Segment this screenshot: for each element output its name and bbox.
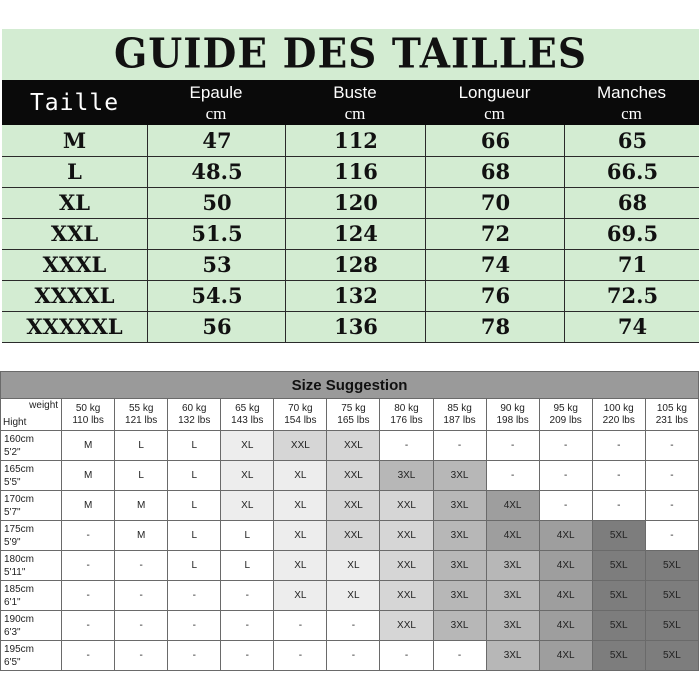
suggested-size: XXL [380, 521, 433, 551]
size-suggestion-title: Size Suggestion [1, 372, 699, 399]
height-ft: 5'11" [4, 566, 26, 578]
suggested-size: - [62, 611, 115, 641]
suggested-size: XL [274, 491, 327, 521]
measurement-value: 112 [285, 125, 426, 156]
measurement-value: 74 [425, 249, 565, 280]
suggestion-row [1, 461, 699, 491]
suggestion-row [1, 641, 699, 671]
size-guide-row [2, 156, 699, 188]
suggested-size: 3XL [433, 581, 486, 611]
weight-kg: 85 kg [447, 402, 472, 414]
header-epaule [147, 80, 285, 125]
suggested-size: - [592, 461, 645, 491]
measurement-value: 132 [285, 280, 426, 311]
suggested-size: 3XL [433, 521, 486, 551]
suggested-size: 3XL [433, 551, 486, 581]
suggested-size: 5XL [592, 641, 645, 671]
suggested-size: XXL [380, 491, 433, 521]
measurement-value: 120 [285, 187, 426, 218]
suggested-size: - [486, 461, 539, 491]
measurement-value: 124 [285, 218, 426, 249]
suggested-size: M [115, 491, 168, 521]
measurement-value: 66 [425, 125, 565, 156]
weight-lbs: 143 lbs [231, 414, 264, 426]
suggested-size: - [380, 641, 433, 671]
suggested-size: XXL [380, 551, 433, 581]
suggested-size: XL [274, 581, 327, 611]
measurement-value: 78 [425, 311, 565, 342]
measurement-value: 72 [425, 218, 565, 249]
size-guide-title: GUIDE DES TAILLES [113, 29, 588, 79]
suggested-size: XXL [327, 461, 380, 491]
corner-cell [1, 399, 62, 431]
weight-lbs: 121 lbs [125, 414, 158, 426]
suggested-size: XXL [327, 521, 380, 551]
suggested-size: - [115, 611, 168, 641]
weight-header [486, 399, 539, 431]
suggested-size: XL [221, 461, 274, 491]
weight-header [62, 399, 115, 431]
suggested-size: - [221, 641, 274, 671]
suggested-size: - [115, 551, 168, 581]
measurement-value: 68 [425, 156, 565, 187]
header-unit: cm [484, 104, 505, 123]
weight-kg: 80 kg [394, 402, 419, 414]
suggested-size: L [168, 461, 221, 491]
measurement-value: 76 [425, 280, 565, 311]
height-cm: 175cm [4, 523, 35, 535]
suggestion-row [1, 551, 699, 581]
measurement-value: 71 [564, 249, 700, 280]
weight-header [380, 399, 433, 431]
measurement-value: 50 [147, 187, 286, 218]
suggested-size: L [221, 551, 274, 581]
height-ft: 6'5" [4, 656, 21, 668]
suggested-size: M [62, 431, 115, 461]
header-name: Longueur [458, 83, 531, 102]
suggested-size: - [592, 431, 645, 461]
weight-header [645, 399, 698, 431]
measurement-value: 53 [147, 249, 286, 280]
suggested-size: - [274, 611, 327, 641]
height-axis-label: Hight [3, 417, 27, 428]
suggestion-row [1, 581, 699, 611]
suggested-size: - [486, 431, 539, 461]
suggested-size: 3XL [380, 461, 433, 491]
suggested-size: M [115, 521, 168, 551]
suggested-size: XL [327, 551, 380, 581]
suggested-size: 5XL [592, 611, 645, 641]
suggested-size: XL [274, 521, 327, 551]
height-header [1, 641, 62, 671]
suggested-size: - [592, 491, 645, 521]
suggested-size: L [168, 431, 221, 461]
size-guide-header [2, 80, 699, 125]
height-ft: 6'3" [4, 626, 21, 638]
suggested-size: - [62, 581, 115, 611]
height-cm: 170cm [4, 493, 35, 505]
measurement-value: 47 [147, 125, 286, 156]
size-label: XXXXL [34, 283, 115, 308]
size-guide-row [2, 125, 699, 157]
size-guide-row [2, 218, 699, 250]
size-guide-row [2, 311, 699, 343]
suggested-size: 5XL [645, 581, 698, 611]
measurement-value: 136 [285, 311, 426, 342]
measurement-value: 65 [564, 125, 700, 156]
weight-header [115, 399, 168, 431]
suggested-size: L [221, 521, 274, 551]
suggested-size: - [539, 461, 592, 491]
suggested-size: 3XL [433, 461, 486, 491]
suggested-size: - [62, 521, 115, 551]
suggested-size: 4XL [539, 551, 592, 581]
suggested-size: 5XL [645, 611, 698, 641]
weight-header [539, 399, 592, 431]
suggested-size: XXL [327, 431, 380, 461]
suggested-size: 4XL [486, 491, 539, 521]
size-guide [2, 29, 699, 342]
weight-kg: 55 kg [128, 402, 154, 414]
suggested-size: 5XL [645, 641, 698, 671]
height-ft: 5'9" [4, 536, 21, 548]
measurement-value: 48.5 [147, 156, 286, 187]
weight-header [327, 399, 380, 431]
suggested-size: - [221, 581, 274, 611]
suggested-size: - [168, 641, 221, 671]
suggestion-row [1, 431, 699, 461]
weight-lbs: 176 lbs [390, 414, 423, 426]
weight-kg: 105 kg [656, 402, 687, 414]
suggested-size: XL [221, 431, 274, 461]
weight-lbs: 110 lbs [72, 414, 104, 426]
suggested-size: - [380, 431, 433, 461]
suggested-size: - [645, 461, 698, 491]
suggested-size: XXL [380, 611, 433, 641]
suggested-size: 3XL [486, 641, 539, 671]
measurement-value: 128 [285, 249, 426, 280]
weight-header [274, 399, 327, 431]
height-header [1, 611, 62, 641]
header-name: Epaule [189, 83, 243, 102]
measurement-value: 72.5 [564, 280, 700, 311]
header-buste [285, 80, 425, 125]
suggested-size: - [327, 641, 380, 671]
suggestion-row [1, 491, 699, 521]
weight-lbs: 165 lbs [337, 414, 370, 426]
suggested-size: 4XL [539, 581, 592, 611]
height-cm: 195cm [4, 643, 35, 655]
suggested-size: M [62, 461, 115, 491]
suggested-size: - [115, 641, 168, 671]
measurement-value: 68 [564, 187, 700, 218]
size-label: XXL [50, 221, 99, 246]
suggested-size: XL [274, 551, 327, 581]
height-ft: 6'1" [4, 596, 21, 608]
size-label: XXXXXL [26, 314, 123, 339]
weight-kg: 90 kg [500, 402, 525, 414]
suggested-size: L [115, 431, 168, 461]
height-header [1, 581, 62, 611]
suggested-size: L [168, 551, 221, 581]
height-cm: 180cm [4, 553, 35, 565]
weight-lbs: 132 lbs [178, 414, 211, 426]
suggested-size: - [539, 431, 592, 461]
suggested-size: 5XL [592, 551, 645, 581]
height-header [1, 431, 62, 461]
height-cm: 165cm [4, 463, 35, 475]
suggestion-row [1, 611, 699, 641]
suggested-size: - [168, 611, 221, 641]
suggested-size: 4XL [539, 521, 592, 551]
header-unit: cm [621, 104, 642, 123]
suggested-size: 3XL [486, 581, 539, 611]
measurement-value: 74 [564, 311, 700, 342]
measurement-value: 66.5 [564, 156, 700, 187]
suggested-size: - [645, 521, 698, 551]
weight-lbs: 187 lbs [443, 414, 476, 426]
suggested-size: 3XL [486, 551, 539, 581]
suggested-size: - [539, 491, 592, 521]
height-ft: 5'5" [4, 476, 21, 488]
header-taille: Taille [29, 89, 120, 116]
height-header [1, 521, 62, 551]
weight-header [433, 399, 486, 431]
suggested-size: - [645, 491, 698, 521]
height-cm: 160cm [4, 433, 35, 445]
height-ft: 5'7" [4, 506, 21, 518]
weight-lbs: 198 lbs [496, 414, 529, 426]
suggested-size: 3XL [433, 491, 486, 521]
weight-kg: 75 kg [341, 402, 366, 414]
suggested-size: 5XL [592, 521, 645, 551]
weight-header [168, 399, 221, 431]
weight-header [592, 399, 645, 431]
measurement-value: 56 [147, 311, 286, 342]
suggested-size: XXL [380, 581, 433, 611]
weight-kg: 60 kg [182, 402, 207, 414]
header-manches [564, 80, 699, 125]
weight-axis-label: weight [29, 400, 59, 411]
suggested-size: L [168, 521, 221, 551]
weight-kg: 50 kg [75, 402, 101, 414]
header-longueur [425, 80, 564, 125]
size-guide-row [2, 280, 699, 312]
weight-kg: 65 kg [235, 402, 260, 414]
suggested-size: - [645, 431, 698, 461]
suggestion-row [1, 521, 699, 551]
height-cm: 190cm [4, 613, 35, 625]
suggested-size: - [221, 611, 274, 641]
suggested-size: 4XL [539, 641, 592, 671]
size-suggestion-table [0, 371, 699, 671]
height-header [1, 461, 62, 491]
suggested-size: - [62, 551, 115, 581]
suggested-size: L [168, 491, 221, 521]
suggested-size: M [62, 491, 115, 521]
suggested-size: XXL [274, 431, 327, 461]
header-name: Buste [333, 83, 377, 102]
suggested-size: 4XL [486, 521, 539, 551]
measurement-value: 51.5 [147, 218, 286, 249]
suggested-size: XL [274, 461, 327, 491]
suggested-size: 5XL [645, 551, 698, 581]
header-unit: cm [205, 104, 227, 123]
weight-lbs: 231 lbs [655, 414, 688, 426]
weight-kg: 95 kg [553, 402, 578, 414]
suggested-size: - [433, 641, 486, 671]
suggested-size: - [168, 581, 221, 611]
weight-lbs: 209 lbs [549, 414, 582, 426]
size-guide-row [2, 249, 699, 281]
suggested-size: - [62, 641, 115, 671]
weight-lbs: 154 lbs [284, 414, 317, 426]
measurement-value: 70 [425, 187, 565, 218]
weight-lbs: 220 lbs [602, 414, 635, 426]
weight-kg: 100 kg [603, 402, 634, 414]
weight-kg: 70 kg [288, 402, 313, 414]
size-label: L [67, 159, 82, 184]
suggested-size: XL [327, 581, 380, 611]
height-cm: 185cm [4, 583, 35, 595]
measurement-value: 69.5 [564, 218, 700, 249]
header-name: Manches [597, 83, 666, 102]
header-unit: cm [344, 104, 366, 123]
suggested-size: 3XL [486, 611, 539, 641]
suggested-size: - [433, 431, 486, 461]
suggested-size: - [115, 581, 168, 611]
size-label: XXXL [42, 252, 107, 277]
weight-header [221, 399, 274, 431]
suggested-size: - [327, 611, 380, 641]
suggested-size: 4XL [539, 611, 592, 641]
measurement-value: 54.5 [147, 280, 286, 311]
suggested-size: - [274, 641, 327, 671]
size-label: M [62, 128, 87, 153]
height-ft: 5'2" [4, 446, 21, 458]
suggested-size: 3XL [433, 611, 486, 641]
size-label: XL [58, 190, 91, 215]
size-guide-row [2, 187, 699, 219]
suggested-size: L [115, 461, 168, 491]
measurement-value: 116 [285, 156, 426, 187]
height-header [1, 491, 62, 521]
suggested-size: XL [221, 491, 274, 521]
height-header [1, 551, 62, 581]
suggested-size: 5XL [592, 581, 645, 611]
suggested-size: XXL [327, 491, 380, 521]
